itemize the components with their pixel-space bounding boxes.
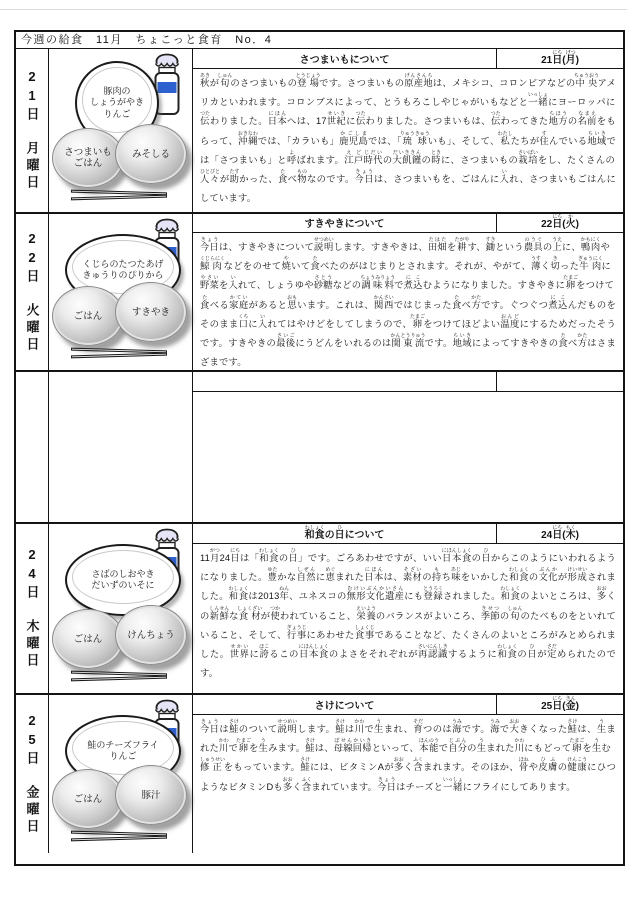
topic-cell: [193, 49, 623, 212]
soup-plate: [115, 124, 187, 184]
topic-body: 今日きょうは、すきやきについて説明せつめいします。すきやきは、田畑たはたを耕たがやす、鋤すきという農具のうぐの上うえに、鴨肉かもにくや鯨肉くじらにくなどをのせて焼やいて食たべたのがはじまりとされます。それが、やがて、薄うすく切きった牛肉ぎゅうにくに野菜やさいを入いれて、しょうゆや砂糖さとうなどの調味料ちょうみりょうで煮込にこむようになりました。すきやきに卵たまごをつけて食たべる家庭かていがあると思おもいます。これは、関西かんさいではじまった食たべ方かたです。ぐつぐつ煮込にこんだものをそのまま口くちに入いれてはやけどをしてしまうので、卵たまごをつけてほどよい温度おんどにするためだったそうです。すきやきの最後さいごにうどんをいれるのは関東流かんとうりゅうです。地域ちいきによってすきやきの食たべ方かたはさまざまです。: [200, 237, 617, 368]
chopsticks-icon: [71, 832, 171, 845]
rice-plate: [52, 769, 124, 829]
menu-row-thursday: [16, 524, 623, 695]
meal-illustration: [49, 49, 193, 212]
topic-header: [193, 49, 623, 69]
side-dish-label: くじらのたつたあげ きゅうりのぴりから: [82, 258, 164, 280]
topic-date: 24 日にち ( 木もく ): [496, 524, 623, 543]
menu-row-friday: [16, 695, 623, 853]
scan-artifact-line: [0, 9, 627, 10]
topic-date: 21 日にち ( 月げつ ): [496, 49, 623, 68]
topic-cell: [193, 695, 623, 853]
rice-plate: [52, 286, 124, 346]
topic-header: [193, 372, 623, 392]
topic-date: 25 日にち ( 金きん ): [496, 695, 623, 714]
soup-plate-label: すきやき: [131, 306, 170, 318]
topic-title: 和食わしょく の 日ひ について: [304, 525, 385, 541]
topic-title: さつまいもについて: [299, 55, 390, 66]
meal-illustration-empty: [49, 372, 193, 522]
menu-row-monday: [16, 49, 623, 214]
day-cell: [16, 372, 49, 522]
topic-header: [193, 214, 623, 233]
topic-body: 今日きょうは鮭さけのついて説明せつめいします。鮭さけは川かわで生うまれ、育そだつのは海うみです。海うみで大おおきくなった鮭さけは、生うまれた川かわで卵たまごを生うみます。鮭さけは、母線回帰ぼせんかいきといって、本能ほんのうで自分じぶんの生うまれた川かわにもどって卵たまごを生うむ修正しゅうせいをもっています。鮭さけには、ビタミンAが多おおく含ふくまれます。そのほか、骨ほねや皮膚ひふの健康けんこうにひつようなビタミンDも多おおく含ふくまれています。今日きょうはチーズと一緒いっしょにフライにしてあります。: [200, 719, 616, 792]
chopsticks-icon: [71, 672, 171, 685]
day-label: 22日 火曜日: [24, 230, 40, 354]
topic-header: [193, 695, 623, 715]
rice-plate-label: さつまいも ごはん: [64, 147, 112, 169]
day-label: 21日 月曜日: [24, 69, 40, 192]
meal-illustration: [49, 214, 193, 370]
topic-title: [193, 372, 496, 391]
menu-row-empty: [16, 372, 623, 524]
day-cell: [16, 214, 49, 370]
topic-title: すきやきについて: [304, 219, 385, 230]
topic-body: [193, 392, 623, 397]
soup-plate-label: みそしる: [131, 148, 170, 160]
side-dish-label: 鮭のチーズフライ りんご: [87, 739, 159, 761]
chopsticks-icon: [71, 191, 171, 204]
soup-plate: [115, 605, 187, 665]
topic-title: さけについて: [314, 701, 375, 712]
meal-illustration: [49, 695, 193, 853]
rice-plate-label: ごはん: [73, 310, 103, 322]
rice-plate: [52, 609, 124, 669]
topic-date: 22 日にち ( 火か ): [496, 214, 623, 232]
weekly-lunch-table: [14, 30, 625, 866]
rice-plate-label: ごはん: [73, 633, 103, 645]
topic-body: 11月がつ24日にちは「和食わしょくの日ひ」です。ごろあわせですが、いい日本食にほんしょくの日ひからこのようにいわれるようになりました。豊ゆたかな自然しぜんに恵めぐまれた日本にほんは、素材そざいの持もち味あじをいかした和食わしょくの文化ぶんかが形成けいせいされました。和食わしょくは2013年ねん、ユネスコの無形文化遺産むけいぶんかいさんにも登録とうろくされました。和食わしょくのよいところは、多おおくの新鮮しんせんな食材しょくざいが使つかわれていること、栄養えいようのバランスがよいころ、季節きせつの旬しゅんのたべものをといれていること、そして、行事ぎょうじにあわせた食事しょくじであることなど、たくさんのよいところがみとめられました。世界せかいに誇ほこるこの日本食にほんしょくのよさをそれぞれが再認識さいにんしきするように和食わしょくの日ひが定さだめられたのです。: [200, 548, 617, 679]
meal-illustration: [49, 524, 193, 693]
day-cell: [16, 49, 49, 212]
day-cell: [16, 695, 49, 853]
topic-date: [496, 372, 623, 391]
day-cell: [16, 524, 49, 693]
rice-plate-label: ごはん: [73, 793, 103, 805]
soup-plate-label: けんちょう: [127, 629, 175, 641]
soup-plate: [115, 765, 187, 825]
day-label: 24日 木曜日: [24, 547, 40, 670]
soup-plate-label: 豚汁: [141, 789, 161, 801]
day-label: 25日 金曜日: [24, 712, 40, 836]
chopsticks-icon: [71, 349, 171, 362]
rice-plate: [52, 128, 124, 188]
soup-plate: [115, 282, 187, 342]
side-dish-label: 豚肉の しょうがやき りんご: [89, 85, 144, 119]
topic-body: 秋あきが旬しゅんのさつまいもの登場とうじょうです。さつまいもの原産地げんさんちは、メキシコ、コロンビアなどの中央ちゅうおうアメリカといわれます。コロンブスによって、とうもろこしやじゃがいもなどと一緒いっしょにヨーロッパに伝つたわりました。日本にほんへは、17世紀せいきに伝つたわりました。さつまいもは、伝つたわってきた地方ちほうの名前なまえをもらって、沖縄おきなわでは、「カラいも」鹿児島かごしまでは、「琉球りゅうきゅういも」、そして、私わたしたちが住すんでいる地域ちいきでは「さつまいも」と呼よばれます。江戸えど時代じだいの大飢饉だいききんの時ときに、さつまいもの栽培さいばいをし、たくさんの人々ひとびとが助たすかった、食たべ物ものなのです。今日きょうは、さつまいもを、ごはんに入いれ、さつまいもごはんにしています。: [200, 73, 616, 204]
topic-header: [193, 524, 623, 544]
topic-cell: [193, 214, 623, 370]
topic-cell: [193, 524, 623, 693]
topic-cell: [193, 372, 623, 522]
page-title: 今週の給食 11月 ちょこっと食育 No．4: [16, 32, 623, 49]
menu-row-tuesday: [16, 214, 623, 372]
side-dish-label: さばのしおやき だいずのいそに: [91, 568, 155, 590]
side-dish-plate: [65, 544, 181, 616]
